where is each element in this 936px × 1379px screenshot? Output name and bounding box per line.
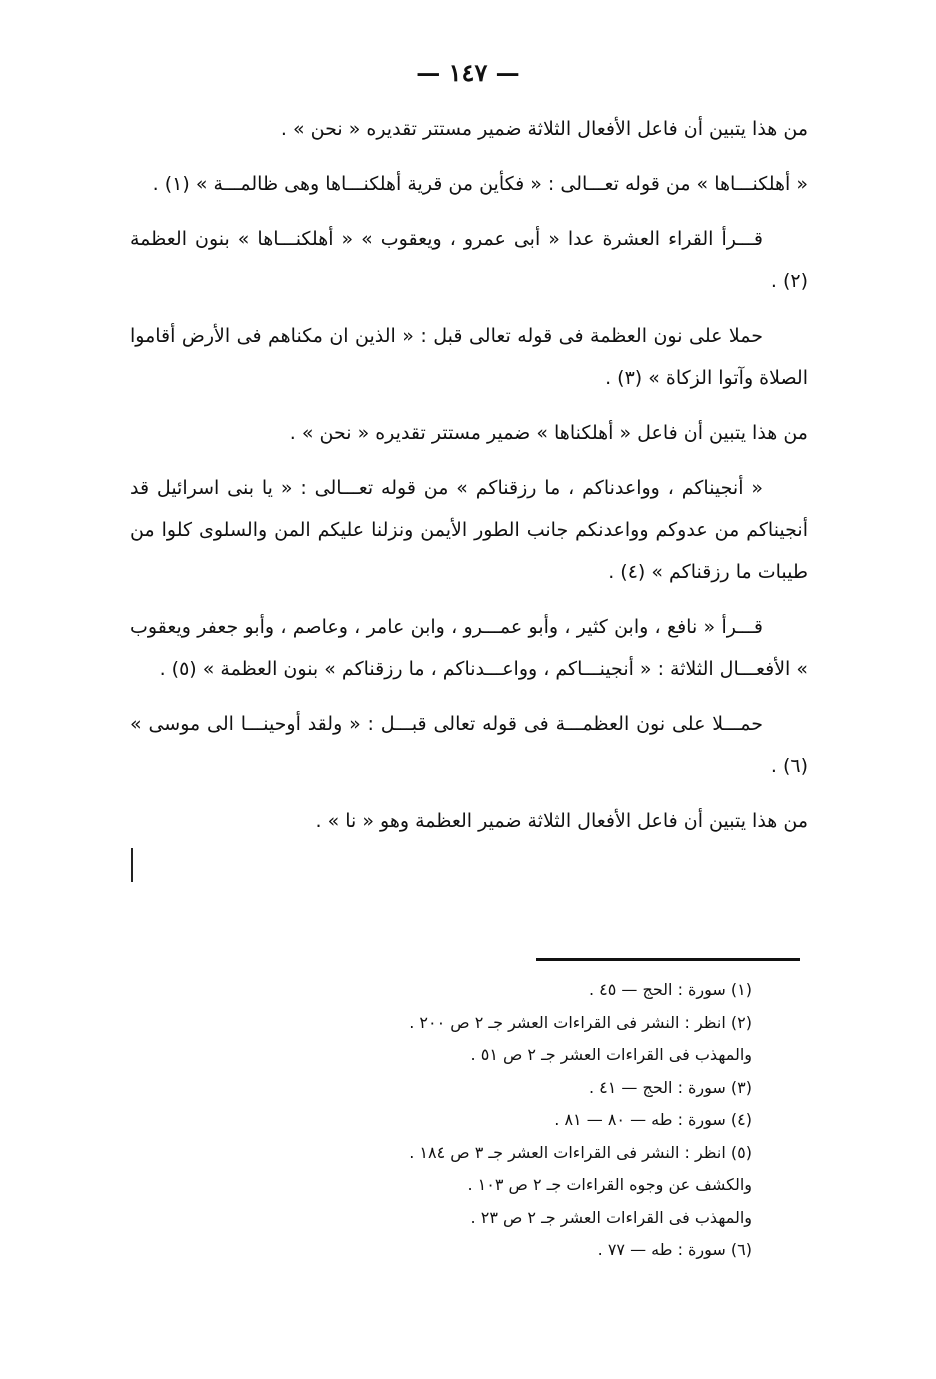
paragraph: حمـــلا على نون العظمـــة فى قوله تعالى قبـــل : « ولقد أوحينـــا الى موسى » (٦) . (130, 713, 808, 777)
footnote-separator (536, 958, 800, 961)
page-number: — ١٤٧ — (416, 58, 520, 87)
paragraph: قـــرأ « نافع ، وابن كثير ، وأبو عمـــرو ، وابن عامر ، وعاصم ، وأبو جعفر ويعقوب » الأفعـــال الثلاثة : « أنجينـــاكم ، وواعـــدناكم ، ما رزقناكم » بنون العظمة » (٥) . (130, 616, 808, 680)
main-text (130, 108, 808, 855)
paragraph: من هذا يتبين أن فاعل الأفعال الثلاثة ضمير مستتر تقديره « نحن » . (280, 118, 808, 140)
paragraph: « أهلكنـــاها » من قوله تعـــالى : « فكأين من قرية أهلكنـــاها وهى ظالمـــة » (١) . (152, 173, 808, 195)
paragraph: من هذا يتبين أن فاعل الأفعال الثلاثة ضمير العظمة وهو « نا » . (315, 810, 808, 832)
paragraph: « أنجيناكم ، وواعدناكم ، ما رزقناكم » من قوله تعـــالى : « يا بنى اسرائيل قد أنجيناكم من عدوكم وواعدنكم جانب الطور الأيمن ونزلنا عليكم المن والسلوى كلوا من طيبات ما رزقناكم » (٤) . (130, 477, 808, 583)
paragraph: حملا على نون العظمة فى قوله تعالى قبل : « الذين ان مكناهم فى الأرض أقاموا الصلاة وآتوا الزكاة » (٣) . (130, 325, 808, 389)
footnote-item: (٥) انظر : النشر فى القراءات العشر جـ ٣ ص ١٨٤ . (409, 1142, 752, 1162)
footnote-item: (٦) سورة : طه — ٧٧ . (597, 1240, 752, 1259)
footnote-item: والمهذب فى القراءات العشر جـ ٢ ص ٢٣ . (470, 1207, 752, 1227)
footnote-item: (٢) انظر : النشر فى القراءات العشر جـ ٢ ص ٢٠٠ . (409, 1012, 752, 1032)
paragraph: من هذا يتبين أن فاعل « أهلكناها » ضمير مستتر تقديره « نحن » . (289, 422, 808, 444)
footnote-item: (٣) سورة : الحج — ٤١ . (588, 1077, 752, 1097)
footnote-item: والكشف عن وجوه القراءات جـ ٢ ص ١٠٣ . (467, 1175, 752, 1194)
margin-mark (131, 848, 133, 882)
footnote-item: والمهذب فى القراءات العشر جـ ٢ ص ٥١ . (470, 1045, 752, 1064)
footnote-item: (٤) سورة : طه — ٨٠ — ٨١ . (554, 1110, 752, 1129)
footnotes (200, 974, 752, 1267)
footnote-item: (١) سورة : الحج — ٤٥ . (588, 980, 752, 999)
paragraph: قـــرأ القراء العشرة عدا « أبى عمرو ، ويعقوب » « أهلكنـــاها » بنون العظمة (٢) . (130, 228, 808, 292)
